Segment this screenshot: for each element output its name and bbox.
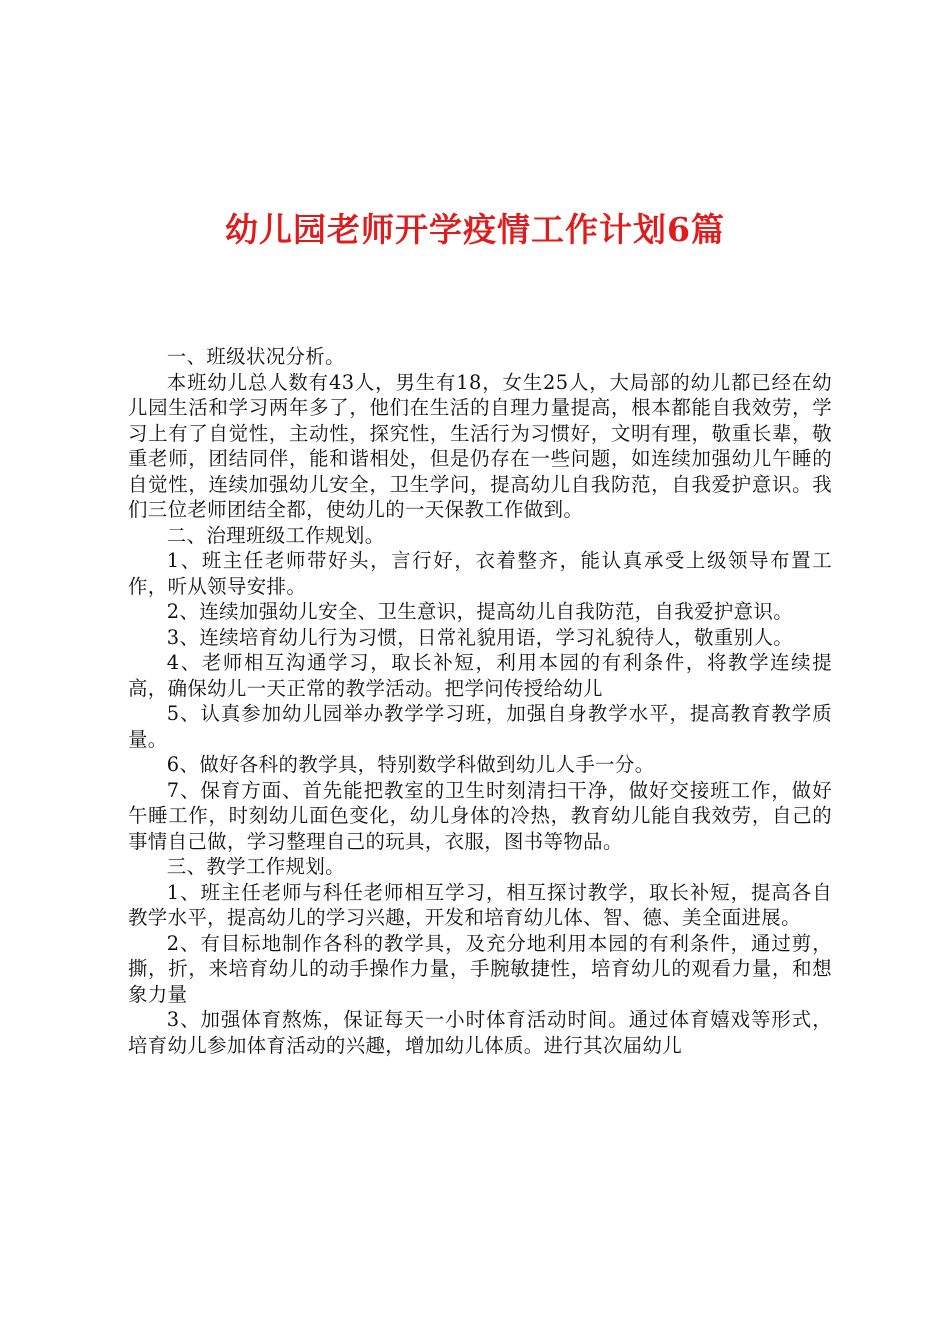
list-paragraph: 4、老师相互沟通学习，取长补短，利用本园的有利条件，将教学连续提高，确保幼儿一天正常的教学活动。把学问传授给幼儿 (128, 651, 832, 700)
list-paragraph: 3、加强体育熬炼，保证每天一小时体育活动时间。通过体育嬉戏等形式，培育幼儿参加体育活动的兴趣，增加幼儿体质。进行其次届幼儿 (128, 1008, 832, 1057)
section-heading: 一、班级状况分析。 (166, 345, 345, 368)
list-paragraph: 2、有目标地制作各科的教学具，及充分地利用本园的有利条件，通过剪，撕，折，来培育幼儿的动手操作力量，手腕敏捷性，培育幼儿的观看力量，和想象力量 (128, 931, 832, 1006)
list-paragraph: 1、班主任老师与科任老师相互学习，相互探讨教学，取长补短，提高各自教学水平，提高幼儿的学习兴趣，开发和培育幼儿体、智、德、美全面进展。 (128, 880, 832, 929)
list-paragraph: 5、认真参加幼儿园举办教学学习班，加强自身教学水平，提高教育教学质量。 (128, 702, 832, 751)
section-heading: 二、治理班级工作规划。 (166, 523, 385, 547)
document-body (128, 344, 832, 1058)
list-paragraph: 1、班主任老师带好头，言行好，衣着整齐，能认真承受上级领导布置工作，听从领导安排。 (128, 549, 832, 598)
body-paragraph: 本班幼儿总人数有43人，男生有18，女生25人，大局部的幼儿都已经在幼儿园生活和学习两年多了，他们在生活的自理力量提高，根本都能自我效劳，学习上有了自觉性，主动性，探究性，生活行为习惯好，文明有理，敬重长辈，敬重老师，团结同伴，能和谐相处，但是仍存在一些问题，如连续加强幼儿午睡的自觉性，连续加强幼儿安全，卫生学问，提高幼儿自我防范，自我爱护意识。我们三位老师团结全都，使幼儿的一天保教工作做到。 (128, 370, 832, 521)
document-title: 幼儿园老师开学疫情工作计划6篇 (225, 210, 725, 249)
list-paragraph: 6、做好各科的教学具，特别数学科做到幼儿人手一分。 (166, 753, 655, 776)
list-paragraph: 2、连续加强幼儿安全、卫生意识，提高幼儿自我防范，自我爱护意识。 (166, 600, 794, 623)
list-paragraph: 7、保育方面、首先能把教室的卫生时刻清扫干净，做好交接班工作，做好午睡工作，时刻幼儿面色变化，幼儿身体的冷热，教育幼儿能自我效劳，自己的事情自己做，学习整理自己的玩具，衣服，图书等物品。 (128, 778, 832, 853)
list-paragraph: 3、连续培育幼儿行为习惯，日常礼貌用语，学习礼貌待人，敬重别人。 (166, 625, 794, 649)
section-heading: 三、教学工作规划。 (166, 855, 345, 878)
